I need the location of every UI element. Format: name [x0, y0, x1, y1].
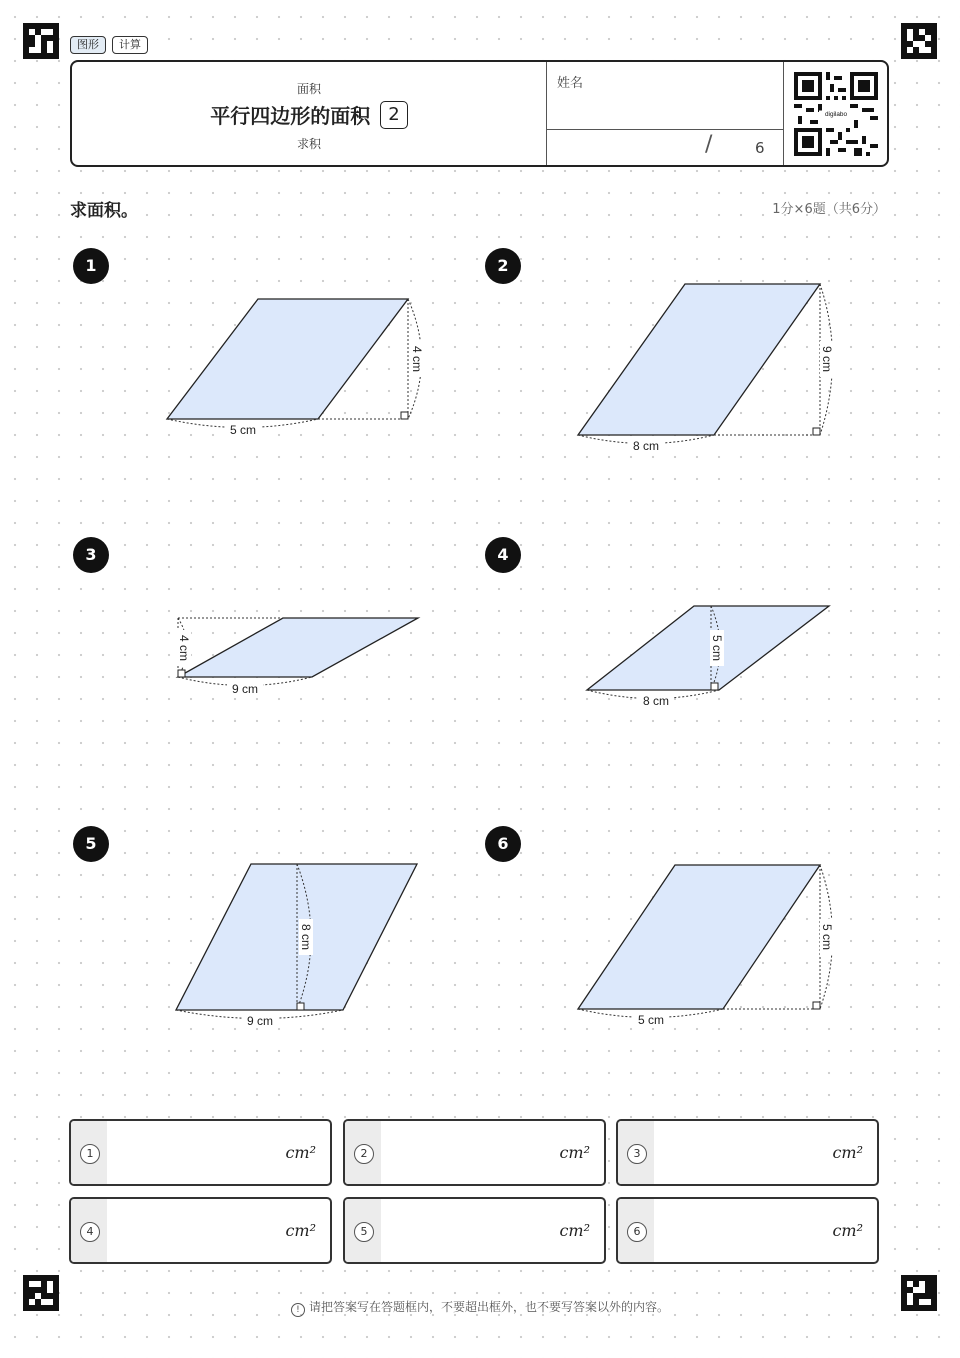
base-label-6: 5 cm	[637, 1013, 665, 1027]
height-label-2: 9 cm	[820, 345, 834, 373]
height-label-6: 5 cm	[820, 923, 834, 951]
problem-number-2: 2	[485, 248, 521, 284]
answer-box-6[interactable]	[616, 1197, 879, 1264]
parallelogram-2	[578, 284, 820, 435]
tag-shapes: 图形	[70, 36, 106, 54]
answer-number-3: 3	[627, 1144, 647, 1164]
answer-box-4[interactable]	[69, 1197, 332, 1264]
answer-unit-4: cm²	[285, 1221, 316, 1240]
parallelogram-4	[587, 606, 829, 690]
answer-box-3[interactable]	[616, 1119, 879, 1186]
base-label-3: 9 cm	[231, 682, 259, 696]
height-label-4: 5 cm	[710, 634, 724, 662]
answer-unit-3: cm²	[832, 1143, 863, 1162]
answer-number-4: 4	[80, 1222, 100, 1242]
problem-number-4: 4	[485, 537, 521, 573]
footer-note	[0, 1298, 960, 1317]
problem-number-1: 1	[73, 248, 109, 284]
problem-number-3: 3	[73, 537, 109, 573]
header-subtitle: 求积	[296, 137, 321, 151]
base-label-2: 8 cm	[632, 439, 660, 453]
score-slash: /	[705, 132, 713, 157]
height-label-5: 8 cm	[299, 923, 313, 951]
name-label: 姓名	[557, 76, 584, 91]
parallelogram-6	[578, 865, 820, 1009]
worksheet-number: 2	[380, 101, 407, 129]
base-label-5: 9 cm	[246, 1014, 274, 1028]
problem-number-6: 6	[485, 826, 521, 862]
instruction-text: 求面积。	[70, 201, 138, 221]
footer-text: 请把答案写在答题框内，不要超出框外，也不要写答案以外的内容。	[308, 1300, 669, 1314]
header-category: 面积	[296, 82, 321, 96]
problem-number-5: 5	[73, 826, 109, 862]
answer-number-5: 5	[354, 1222, 374, 1242]
page-title: 平行四边形的面积	[210, 104, 371, 128]
height-label-3: 4 cm	[177, 634, 191, 662]
answer-number-6: 6	[627, 1222, 647, 1242]
parallelogram-1	[167, 299, 408, 419]
answer-number-1: 1	[80, 1144, 100, 1164]
info-icon: !	[291, 1303, 305, 1317]
answer-box-1[interactable]	[69, 1119, 332, 1186]
answer-unit-1: cm²	[285, 1143, 316, 1162]
tag-calculation: 计算	[112, 36, 148, 54]
parallelogram-3	[178, 618, 418, 677]
answer-number-2: 2	[354, 1144, 374, 1164]
points-info: 1分×6题（共6分）	[772, 202, 886, 217]
answer-unit-5: cm²	[559, 1221, 590, 1240]
score-total: 6	[755, 139, 765, 157]
answer-box-2[interactable]	[343, 1119, 606, 1186]
answer-unit-6: cm²	[832, 1221, 863, 1240]
answer-box-5[interactable]	[343, 1197, 606, 1264]
qr-brand-text: digilabo	[824, 111, 848, 118]
base-label-1: 5 cm	[229, 423, 257, 437]
answer-unit-2: cm²	[559, 1143, 590, 1162]
height-label-1: 4 cm	[410, 345, 424, 373]
base-label-4: 8 cm	[642, 694, 670, 708]
